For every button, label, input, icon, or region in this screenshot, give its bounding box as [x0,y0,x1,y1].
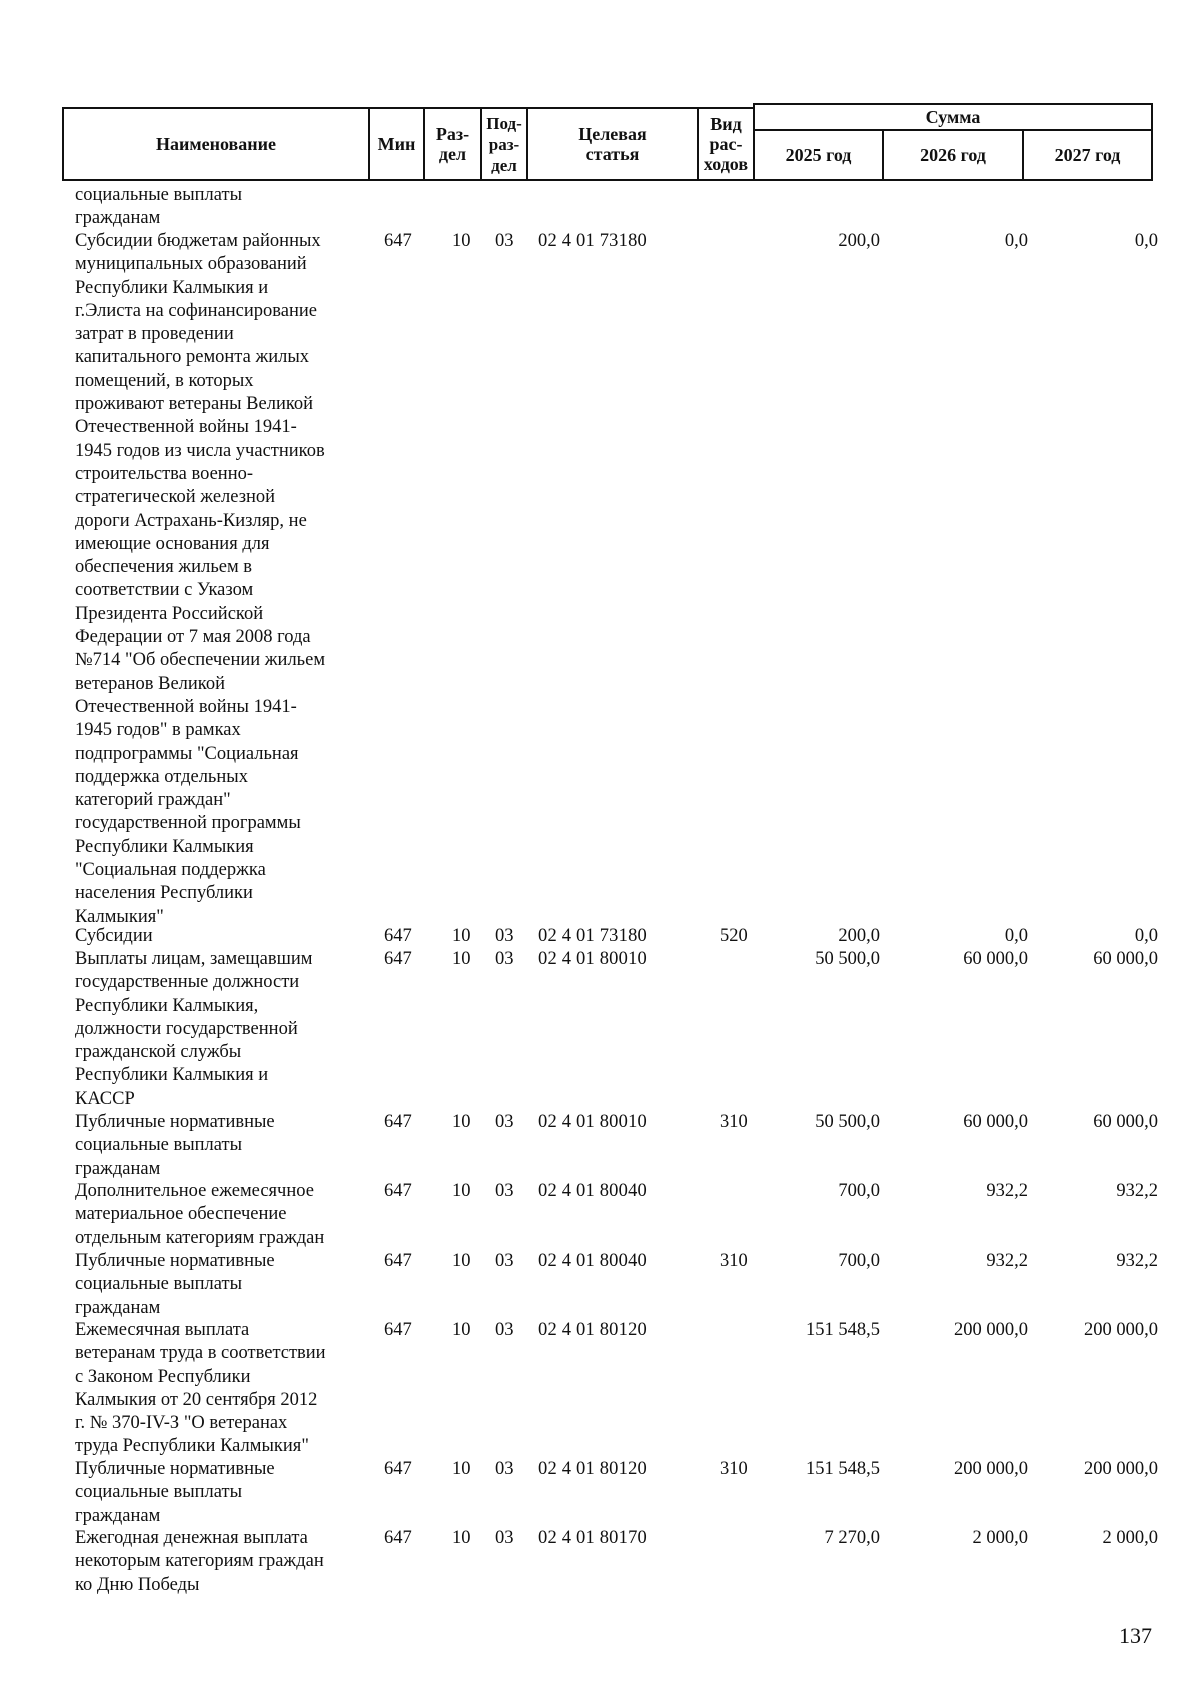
row-sum-2026: 60 000,0 [963,1112,1028,1132]
header-summa-label: Сумма [925,107,981,127]
row-min: 647 [384,1320,412,1340]
header-summa [753,103,1153,131]
row-name-line: обеспечения жильем в [75,557,253,578]
row-celevaya-statya: 02 4 01 80120 [538,1320,647,1340]
row-name [75,1319,365,1459]
row-razdel: 10 [452,1181,471,1201]
header-vid-line1: Вид [710,114,742,134]
row-razdel: 10 [452,1112,471,1132]
row-name-line: Республики Калмыкия, [75,995,259,1016]
row-podrazdel: 03 [495,1528,514,1548]
row-name-line: стратегической железной [75,487,276,508]
header-year-2027-label: 2027 год [1054,145,1121,165]
row-sum-2027: 2 000,0 [1102,1528,1158,1548]
row-name-line: Отечественной войны 1941- [75,696,297,717]
row-name-line: гражданам [75,1505,161,1526]
row-name [75,925,365,948]
row-celevaya-statya: 02 4 01 73180 [538,926,647,946]
row-sum-2026: 0,0 [1004,231,1028,251]
row-name-line: Федерации от 7 мая 2008 года [75,627,311,648]
row-sum-2026: 932,2 [986,1251,1028,1271]
row-name-line: 1945 годов из числа участников [75,440,325,461]
row-name-line: Ежегодная денежная выплата [75,1528,308,1548]
row-podrazdel: 03 [495,1251,514,1271]
row-name-line: помещений, в которых [75,370,254,391]
header-min [368,107,425,181]
row-name-line: соответствии с Указом [75,580,254,601]
row-name-line: Выплаты лицам, замещавшим [75,949,313,969]
row-celevaya-statya: 02 4 01 80010 [538,1112,647,1132]
row-sum-2027: 200 000,0 [1084,1320,1158,1340]
row-sum-2025: 700,0 [838,1181,880,1201]
header-name-label: Наименование [156,134,276,154]
row-name-line: ветеранам труда в соответствии [75,1343,326,1364]
row-name-line: населения Республики [75,883,253,904]
row-name-line: Республики Калмыкия [75,836,254,857]
header-statya-line2: статья [585,144,640,164]
row-sum-2027: 932,2 [1116,1251,1158,1271]
header-razdel-line1: Раз- [435,124,470,144]
row-name-line: Республики Калмыкия и [75,1065,269,1086]
row-name-line: поддержка отдельных [75,766,248,787]
row-sum-2026: 2 000,0 [972,1528,1028,1548]
row-celevaya-statya: 02 4 01 80040 [538,1181,647,1201]
row-name [75,1458,365,1528]
row-name-line: социальные выплаты [75,1135,243,1156]
row-min: 647 [384,1112,412,1132]
row-name [75,1250,365,1320]
row-sum-2025: 200,0 [838,926,880,946]
row-name-line: государственной программы [75,813,301,834]
header-year-2025-label: 2025 год [785,145,852,165]
row-name-line: дороги Астрахань-Кизляр, не [75,510,307,531]
row-name-line: Отечественной войны 1941- [75,417,297,438]
row-podrazdel: 03 [495,1181,514,1201]
row-podrazdel: 03 [495,949,514,969]
row-name-line: Публичные нормативные [75,1112,275,1132]
row-name [75,184,365,231]
row-name-line: труда Республики Калмыкия" [75,1436,309,1457]
row-sum-2027: 0,0 [1134,926,1158,946]
row-podrazdel: 03 [495,1459,514,1479]
row-sum-2027: 60 000,0 [1093,949,1158,969]
row-vid-rashodov: 310 [720,1112,748,1132]
row-name-line: имеющие основания для [75,533,270,554]
row-min: 647 [384,949,412,969]
row-sum-2025: 151 548,5 [806,1320,880,1340]
row-name-line: Публичные нормативные [75,1459,275,1479]
row-name-line: гражданской службы [75,1042,242,1063]
header-name [62,107,370,181]
row-sum-2027: 932,2 [1116,1181,1158,1201]
row-name-line: государственные должности [75,972,300,993]
row-celevaya-statya: 02 4 01 80010 [538,949,647,969]
row-sum-2026: 200 000,0 [954,1459,1028,1479]
row-razdel: 10 [452,926,471,946]
header-vid-line3: ходов [703,154,749,174]
row-name-line: гражданам [75,1297,161,1318]
row-name-line: "Социальная поддержка [75,860,266,881]
row-name-line: Калмыкия от 20 сентября 2012 [75,1389,318,1410]
row-name [75,1111,365,1181]
row-name-line: Дополнительное ежемесячное [75,1181,314,1201]
row-sum-2027: 60 000,0 [1093,1112,1158,1132]
row-name-line: Ежемесячная выплата [75,1320,250,1340]
header-year-2026-label: 2026 год [920,145,986,165]
row-podrazdel: 03 [495,1320,514,1340]
row-sum-2025: 7 270,0 [824,1528,880,1548]
row-min: 647 [384,1528,412,1548]
row-name [75,230,365,929]
row-name-line: 1945 годов" в рамках [75,720,241,741]
header-podrazdel-line1: Под- [486,113,522,133]
row-name [75,1180,365,1250]
row-celevaya-statya: 02 4 01 80120 [538,1459,647,1479]
row-name-line: капитального ремонта жилых [75,347,310,368]
header-vid [697,107,755,181]
header-podrazdel-line2: раз- [488,134,520,154]
row-name-line: г. № 370-IV-З "О ветеранах [75,1413,288,1434]
row-razdel: 10 [452,1320,471,1340]
row-name-line: строительства военно- [75,463,254,484]
row-sum-2026: 932,2 [986,1181,1028,1201]
header-razdel-line2: дел [438,144,467,164]
row-celevaya-statya: 02 4 01 80170 [538,1528,647,1548]
row-min: 647 [384,1181,412,1201]
row-name-line: материальное обеспечение [75,1204,287,1225]
row-min: 647 [384,1459,412,1479]
header-year-2027 [1022,129,1153,181]
row-razdel: 10 [452,231,471,251]
row-name-line: Публичные нормативные [75,1251,275,1271]
header-podrazdel-line3: дел [491,155,517,175]
row-sum-2027: 0,0 [1134,231,1158,251]
row-name [75,948,365,1111]
row-name-line: отдельным категориям граждан [75,1227,325,1248]
row-name-line: категорий граждан" [75,790,231,811]
header-statya [526,107,699,181]
header-year-2025 [753,129,884,181]
row-podrazdel: 03 [495,926,514,946]
row-name-line: ко Дню Победы [75,1574,200,1595]
header-razdel [423,107,482,181]
row-sum-2026: 60 000,0 [963,949,1028,969]
row-name-line: Субсидии [75,926,153,946]
row-sum-2025: 700,0 [838,1251,880,1271]
row-name-line: подпрограммы "Социальная [75,743,299,764]
row-min: 647 [384,1251,412,1271]
row-celevaya-statya: 02 4 01 80040 [538,1251,647,1271]
row-razdel: 10 [452,1528,471,1548]
header-podrazdel [480,107,528,181]
row-name-line: гражданам [75,1158,161,1179]
row-min: 647 [384,926,412,946]
row-podrazdel: 03 [495,1112,514,1132]
header-year-2026 [882,129,1024,181]
row-name-line: социальные выплаты [75,1482,243,1503]
row-razdel: 10 [452,949,471,969]
row-min: 647 [384,231,412,251]
row-sum-2027: 200 000,0 [1084,1459,1158,1479]
row-name-line: гражданам [75,208,161,229]
row-sum-2025: 151 548,5 [806,1459,880,1479]
row-vid-rashodov: 310 [720,1459,748,1479]
row-name-line: социальные выплаты [75,1274,243,1295]
row-name-line: г.Элиста на софинансирование [75,300,318,321]
row-name-line: ветеранов Великой [75,673,225,694]
header-min-label: Мин [377,134,416,154]
row-razdel: 10 [452,1251,471,1271]
row-sum-2025: 200,0 [838,231,880,251]
row-name-line: Президента Российской [75,603,264,624]
row-sum-2026: 200 000,0 [954,1320,1028,1340]
row-razdel: 10 [452,1459,471,1479]
row-name-line: некоторым категориям граждан [75,1551,324,1572]
row-sum-2026: 0,0 [1004,926,1028,946]
row-podrazdel: 03 [495,231,514,251]
row-name-line: муниципальных образований [75,254,307,275]
row-name-line: затрат в проведении [75,324,234,345]
row-name-line: социальные выплаты [75,185,243,205]
row-name-line: КАССР [75,1088,135,1109]
row-vid-rashodov: 310 [720,1251,748,1271]
row-sum-2025: 50 500,0 [815,1112,880,1132]
row-name-line: должности государственной [75,1018,298,1039]
row-sum-2025: 50 500,0 [815,949,880,969]
row-name-line: проживают ветераны Великой [75,394,314,415]
row-celevaya-statya: 02 4 01 73180 [538,231,647,251]
header-statya-line1: Целевая [578,124,647,144]
row-name-line: Калмыкия" [75,906,164,927]
row-vid-rashodov: 520 [720,926,748,946]
row-name-line: Республики Калмыкия и [75,277,269,298]
row-name-line: Субсидии бюджетам районных [75,231,321,251]
page-number: 137 [1119,1623,1152,1648]
row-name-line: с Законом Республики [75,1366,251,1387]
row-name-line: №714 "Об обеспечении жильем [75,650,326,671]
row-name [75,1527,365,1597]
header-vid-line2: рас- [709,134,743,154]
